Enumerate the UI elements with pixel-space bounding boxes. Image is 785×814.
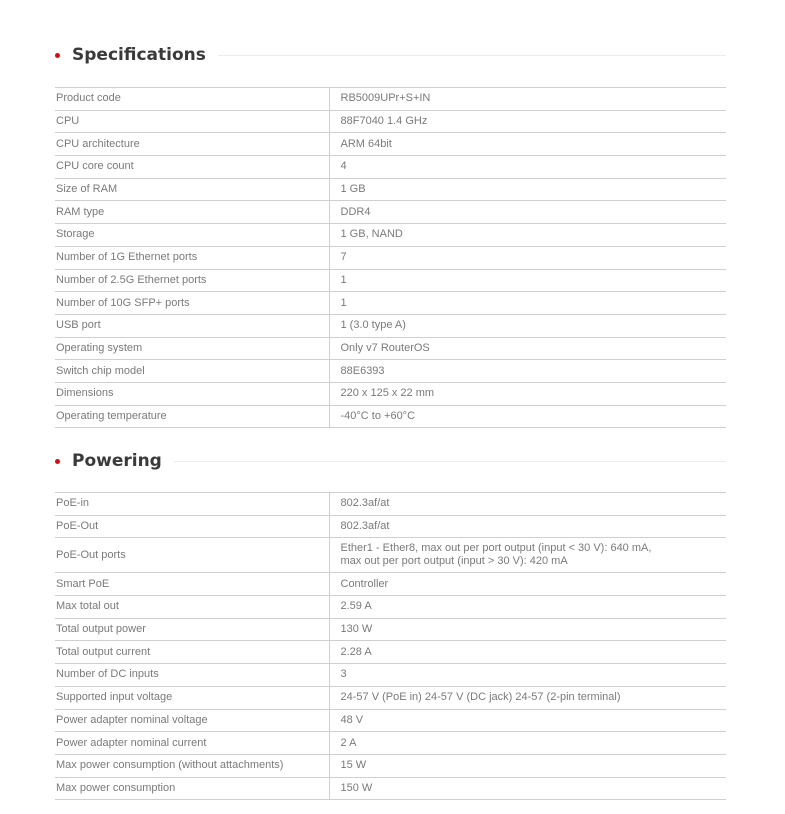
powering-header xyxy=(55,451,726,471)
spec-value: 7 xyxy=(329,246,726,269)
spec-label: USB port xyxy=(55,314,329,337)
spec-label: Switch chip model xyxy=(55,360,329,383)
table-row xyxy=(55,156,726,179)
spec-label: Power adapter nominal voltage xyxy=(55,709,329,732)
spec-label: CPU core count xyxy=(55,156,329,179)
bullet-icon xyxy=(55,459,60,464)
spec-value: 15 W xyxy=(329,754,726,777)
spec-label: Number of 10G SFP+ ports xyxy=(55,292,329,315)
powering-table xyxy=(55,492,726,800)
table-row xyxy=(55,641,726,664)
spec-value: 4 xyxy=(329,156,726,179)
spec-label: Storage xyxy=(55,224,329,247)
spec-label: PoE-Out ports xyxy=(55,538,329,573)
table-row xyxy=(55,337,726,360)
spec-label: Number of 1G Ethernet ports xyxy=(55,246,329,269)
title-divider xyxy=(174,461,726,462)
spec-label: Total output current xyxy=(55,641,329,664)
table-row xyxy=(55,596,726,619)
bullet-icon xyxy=(55,53,60,58)
spec-value: 1 (3.0 type A) xyxy=(329,314,726,337)
spec-label: Dimensions xyxy=(55,382,329,405)
specifications-header xyxy=(55,45,726,65)
table-row xyxy=(55,664,726,687)
spec-label: CPU architecture xyxy=(55,133,329,156)
spec-value: DDR4 xyxy=(329,201,726,224)
table-row xyxy=(55,709,726,732)
spec-label: Max power consumption xyxy=(55,777,329,800)
spec-label: Max total out xyxy=(55,596,329,619)
table-row xyxy=(55,382,726,405)
spec-value: 1 xyxy=(329,292,726,315)
spec-value: 1 GB, NAND xyxy=(329,224,726,247)
table-row xyxy=(55,110,726,133)
table-row xyxy=(55,732,726,755)
spec-label: Number of 2.5G Ethernet ports xyxy=(55,269,329,292)
table-row xyxy=(55,618,726,641)
table-row xyxy=(55,88,726,111)
spec-label: CPU xyxy=(55,110,329,133)
table-row xyxy=(55,133,726,156)
spec-value: RB5009UPr+S+IN xyxy=(329,88,726,111)
spec-value: 150 W xyxy=(329,777,726,800)
table-row xyxy=(55,314,726,337)
spec-value: 2.28 A xyxy=(329,641,726,664)
spec-label: Max power consumption (without attachments) xyxy=(55,754,329,777)
table-row xyxy=(55,405,726,428)
spec-label: Product code xyxy=(55,88,329,111)
table-row xyxy=(55,754,726,777)
table-row xyxy=(55,246,726,269)
spec-label: PoE-Out xyxy=(55,515,329,538)
spec-value: Only v7 RouterOS xyxy=(329,337,726,360)
spec-label: PoE-in xyxy=(55,493,329,516)
spec-value: 130 W xyxy=(329,618,726,641)
spec-value: 802.3af/at xyxy=(329,515,726,538)
spec-label: Operating system xyxy=(55,337,329,360)
table-row xyxy=(55,493,726,516)
table-row xyxy=(55,178,726,201)
specifications-title: Specifications xyxy=(72,45,206,65)
spec-value: 220 x 125 x 22 mm xyxy=(329,382,726,405)
spec-value: 48 V xyxy=(329,709,726,732)
table-row xyxy=(55,269,726,292)
spec-label: Operating temperature xyxy=(55,405,329,428)
powering-title: Powering xyxy=(72,451,162,471)
title-divider xyxy=(218,55,726,56)
spec-value: 802.3af/at xyxy=(329,493,726,516)
spec-label: Smart PoE xyxy=(55,573,329,596)
spec-value: 1 GB xyxy=(329,178,726,201)
spec-value: 88F7040 1.4 GHz xyxy=(329,110,726,133)
spec-label: Number of DC inputs xyxy=(55,664,329,687)
table-row xyxy=(55,538,726,573)
spec-value: 24-57 V (PoE in) 24-57 V (DC jack) 24-57 (2-pin terminal) xyxy=(329,686,726,709)
table-row xyxy=(55,515,726,538)
spec-value-line: max out per port output (input > 30 V): 420 mA xyxy=(340,555,568,568)
spec-value: Controller xyxy=(329,573,726,596)
spec-value: 88E6393 xyxy=(329,360,726,383)
spec-value: 2.59 A xyxy=(329,596,726,619)
table-row xyxy=(55,292,726,315)
table-row xyxy=(55,201,726,224)
spec-value: -40°C to +60°C xyxy=(329,405,726,428)
spec-value: 1 xyxy=(329,269,726,292)
spec-value: ARM 64bit xyxy=(329,133,726,156)
spec-label: Size of RAM xyxy=(55,178,329,201)
table-row xyxy=(55,224,726,247)
spec-label: Supported input voltage xyxy=(55,686,329,709)
spec-label: Power adapter nominal current xyxy=(55,732,329,755)
table-row xyxy=(55,360,726,383)
spec-value: 2 A xyxy=(329,732,726,755)
table-row xyxy=(55,777,726,800)
spec-label: Total output power xyxy=(55,618,329,641)
spec-value xyxy=(329,538,726,573)
table-row xyxy=(55,573,726,596)
spec-value: 3 xyxy=(329,664,726,687)
table-row xyxy=(55,686,726,709)
spec-value-line: Ether1 - Ether8, max out per port output (input < 30 V): 640 mA, xyxy=(340,542,652,555)
spec-label: RAM type xyxy=(55,201,329,224)
specifications-table xyxy=(55,87,726,428)
